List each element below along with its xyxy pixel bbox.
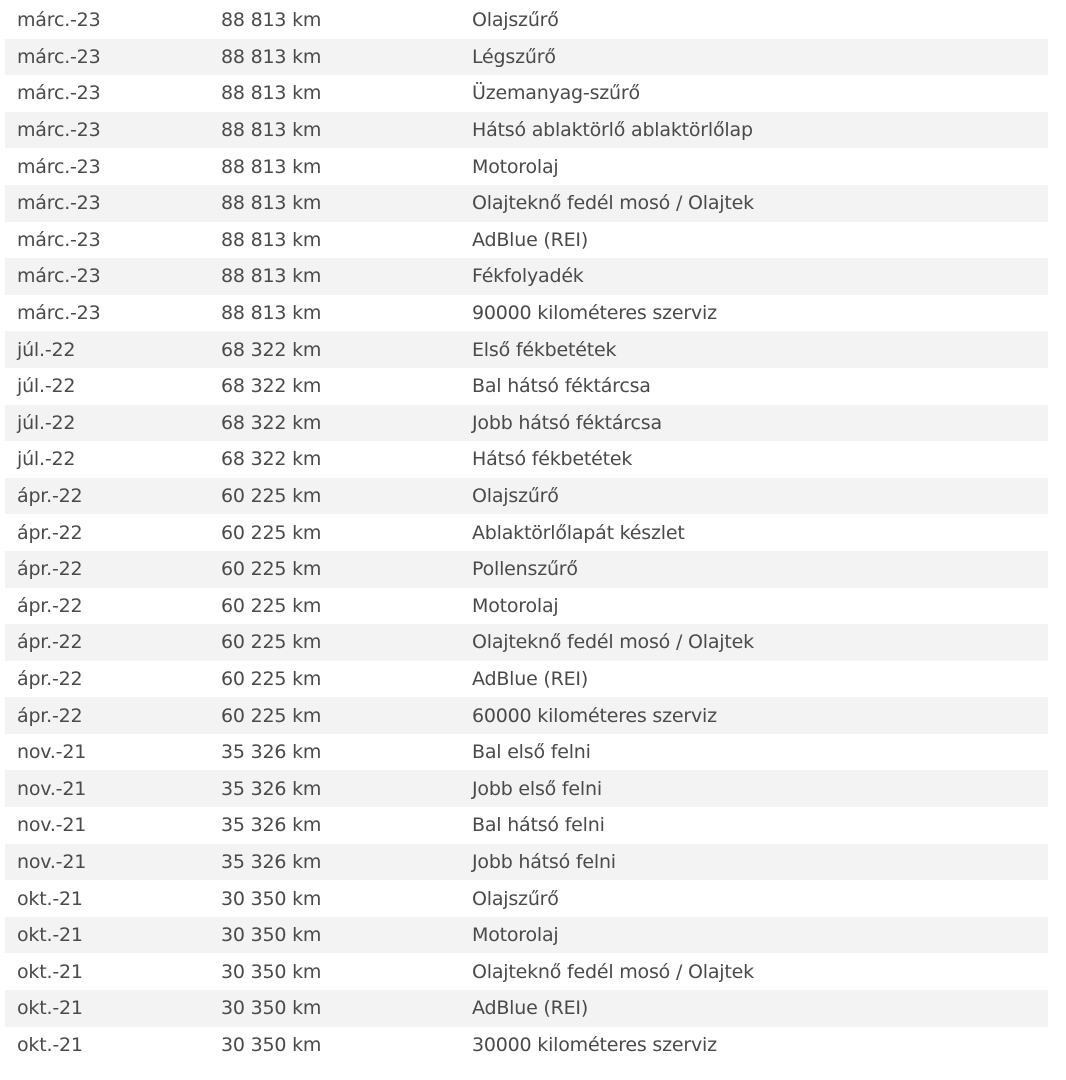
service-item: Olajteknő fedél mosó / Olajtek [472,631,754,654]
odometer-reading: 88 813 km [221,82,322,105]
service-date: márc.-23 [17,265,101,288]
service-date: okt.-21 [17,1033,83,1056]
odometer-reading: 88 813 km [221,155,322,178]
table-row [5,551,1048,588]
odometer-reading: 60 225 km [221,521,322,544]
service-item: Olajszűrő [472,887,559,910]
odometer-reading: 35 326 km [221,850,322,873]
odometer-reading: 30 350 km [221,1033,322,1056]
odometer-reading: 60 225 km [221,631,322,654]
service-item: Jobb első felni [472,777,602,800]
service-date: márc.-23 [17,82,101,105]
odometer-reading: 60 225 km [221,594,322,617]
service-item: Olajteknő fedél mosó / Olajtek [472,960,754,983]
service-date: okt.-21 [17,960,83,983]
table-row [5,734,1048,771]
service-date: márc.-23 [17,192,101,215]
service-item: AdBlue (REI) [472,228,589,251]
table-row [5,990,1048,1027]
odometer-reading: 88 813 km [221,9,322,32]
odometer-reading: 60 225 km [221,704,322,727]
odometer-reading: 30 350 km [221,960,322,983]
service-item: 30000 kilométeres szerviz [472,1033,717,1056]
odometer-reading: 68 322 km [221,338,322,361]
table-row [5,953,1048,990]
table-row [5,917,1048,954]
odometer-reading: 35 326 km [221,777,322,800]
odometer-reading: 88 813 km [221,45,322,68]
service-date: márc.-23 [17,9,101,32]
service-date: márc.-23 [17,45,101,68]
service-date: okt.-21 [17,887,83,910]
service-item: Hátsó fékbetétek [472,448,633,471]
odometer-reading: 88 813 km [221,119,322,142]
service-item: Légszűrő [472,45,556,68]
odometer-reading: 35 326 km [221,741,322,764]
service-item: Bal hátsó felni [472,814,605,837]
service-date: nov.-21 [17,741,87,764]
odometer-reading: 60 225 km [221,667,322,690]
table-row [5,2,1048,39]
service-item: Pollenszűrő [472,558,578,581]
table-row [5,624,1048,661]
table-row [5,39,1048,76]
service-date: nov.-21 [17,777,87,800]
table-row [5,588,1048,625]
odometer-reading: 68 322 km [221,375,322,398]
table-row [5,697,1048,734]
table-row [5,514,1048,551]
service-date: ápr.-22 [17,594,83,617]
odometer-reading: 68 322 km [221,448,322,471]
odometer-reading: 88 813 km [221,192,322,215]
odometer-reading: 88 813 km [221,228,322,251]
odometer-reading: 88 813 km [221,265,322,288]
service-date: márc.-23 [17,302,101,325]
odometer-reading: 88 813 km [221,302,322,325]
table-row [5,807,1048,844]
table-row [5,258,1048,295]
service-date: ápr.-22 [17,558,83,581]
service-date: júl.-22 [17,375,76,398]
service-date: júl.-22 [17,338,76,361]
service-item: Jobb hátsó felni [472,850,616,873]
service-date: okt.-21 [17,924,83,947]
table-row [5,112,1048,149]
odometer-reading: 60 225 km [221,558,322,581]
service-item: AdBlue (REI) [472,667,589,690]
service-date: júl.-22 [17,448,76,471]
service-date: márc.-23 [17,228,101,251]
table-row [5,295,1048,332]
service-item: Jobb hátsó féktárcsa [472,411,662,434]
service-date: ápr.-22 [17,485,83,508]
service-item: Bal hátsó féktárcsa [472,375,651,398]
service-item: Hátsó ablaktörlő ablaktörlőlap [472,119,753,142]
table-row [5,75,1048,112]
service-item: Motorolaj [472,155,559,178]
service-date: ápr.-22 [17,667,83,690]
odometer-reading: 68 322 km [221,411,322,434]
table-row [5,368,1048,405]
table-row [5,222,1048,259]
service-item: 60000 kilométeres szerviz [472,704,717,727]
odometer-reading: 30 350 km [221,887,322,910]
service-date: ápr.-22 [17,704,83,727]
service-item: Motorolaj [472,594,559,617]
table-row [5,148,1048,185]
table-row [5,844,1048,881]
table-row [5,478,1048,515]
odometer-reading: 30 350 km [221,997,322,1020]
table-row [5,880,1048,917]
service-history-table [5,2,1048,1063]
service-date: márc.-23 [17,119,101,142]
table-row [5,405,1048,442]
service-date: júl.-22 [17,411,76,434]
odometer-reading: 35 326 km [221,814,322,837]
service-item: Olajszűrő [472,9,559,32]
service-date: ápr.-22 [17,521,83,544]
service-item: Ablaktörlőlapát készlet [472,521,685,544]
service-date: márc.-23 [17,155,101,178]
service-date: okt.-21 [17,997,83,1020]
table-row [5,1027,1048,1064]
service-item: Olajteknő fedél mosó / Olajtek [472,192,754,215]
table-row [5,770,1048,807]
service-item: Bal első felni [472,741,591,764]
service-item: 90000 kilométeres szerviz [472,302,717,325]
service-item: Fékfolyadék [472,265,584,288]
table-row [5,441,1048,478]
service-item: Üzemanyag-szűrő [472,82,640,105]
odometer-reading: 60 225 km [221,485,322,508]
odometer-reading: 30 350 km [221,924,322,947]
service-item: Első fékbetétek [472,338,617,361]
service-date: nov.-21 [17,814,87,837]
service-date: ápr.-22 [17,631,83,654]
service-item: Olajszűrő [472,485,559,508]
service-date: nov.-21 [17,850,87,873]
table-row [5,185,1048,222]
table-row [5,331,1048,368]
service-item: Motorolaj [472,924,559,947]
table-row [5,661,1048,698]
service-item: AdBlue (REI) [472,997,589,1020]
